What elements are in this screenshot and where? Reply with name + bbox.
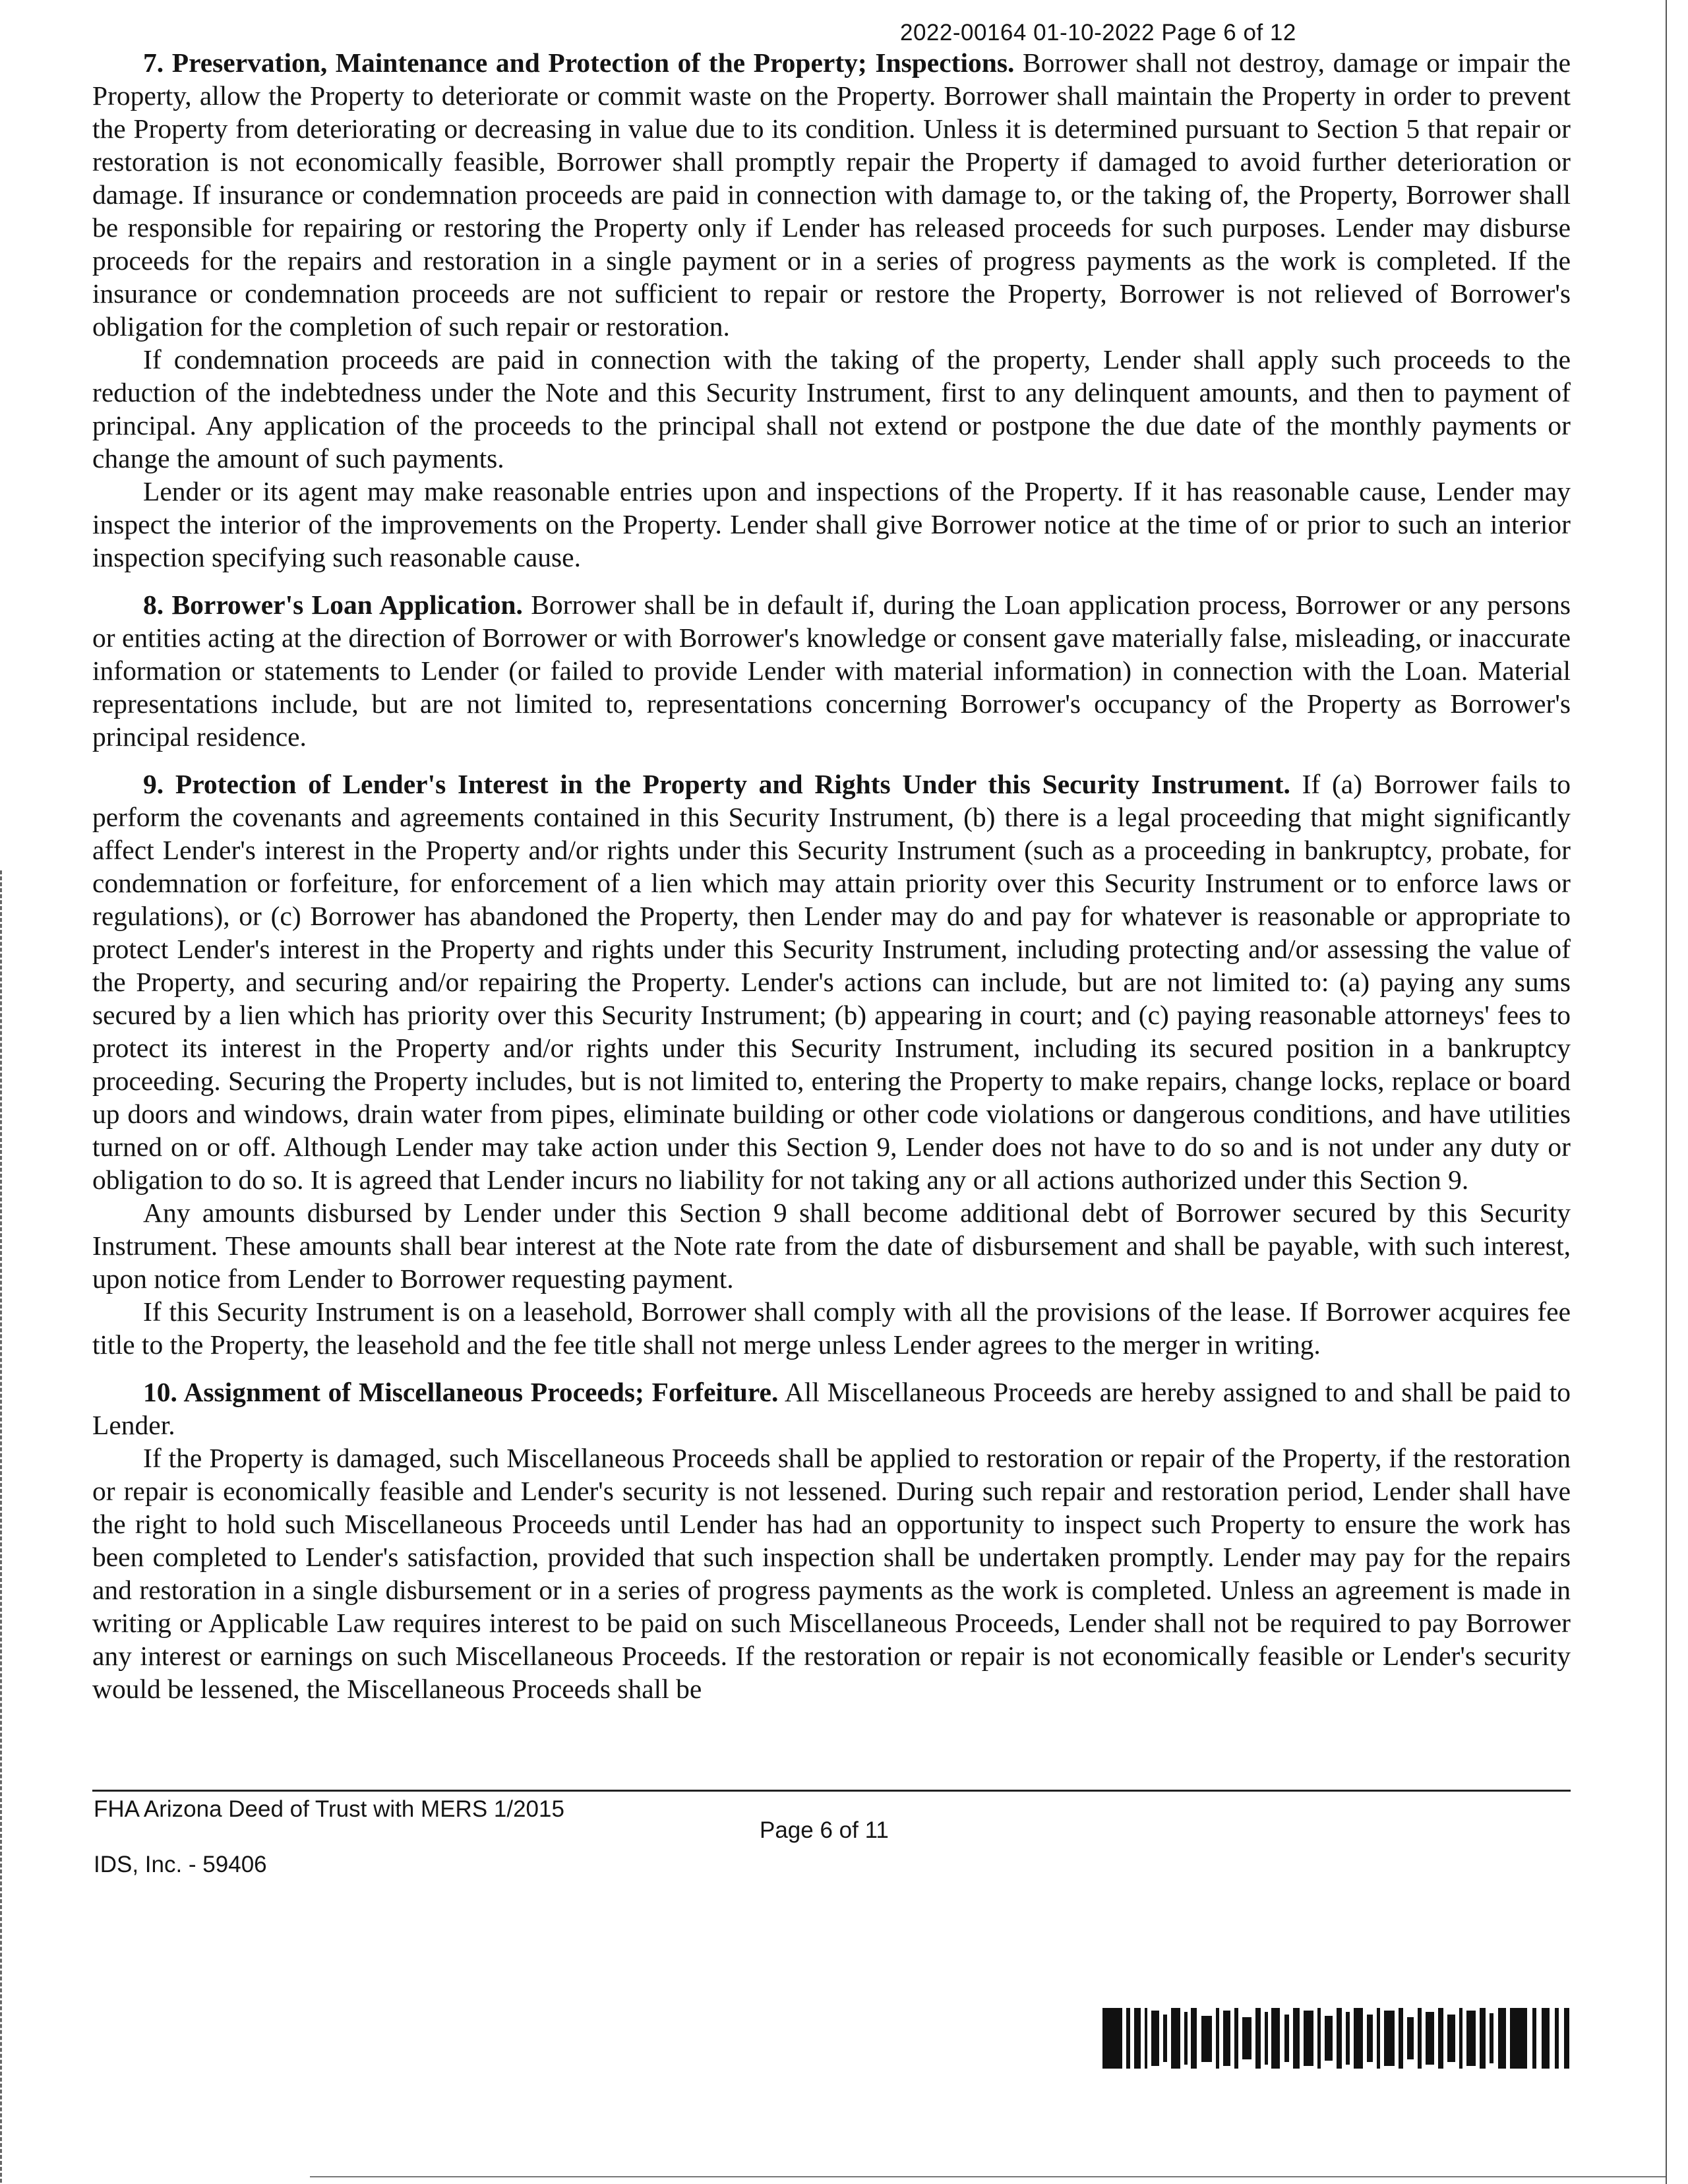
footer-divider (92, 1790, 1571, 1792)
section-7-paragraph (92, 46, 1571, 343)
section-10-subparagraph: If the Property is damaged, such Miscellaneous Proceeds shall be applied to restoration or repair of the Property, if the restoration or repair is economically feasible and Lender's security is not lessened. During such repair and restoration period, Lender shall have the right to hold such Miscellaneous Proceeds until Lender has had an opportunity to inspect such Property to ensure the work has been completed to Lender's satisfaction, provided that such inspection shall be undertaken promptly. Lender may pay for the repairs and restoration in a single disbursement or in a series of progress payments as the work is completed. Unless an agreement is made in writing or Applicable Law requires interest to be paid on such Miscellaneous Proceeds, Lender shall not be required to pay Borrower any interest or earnings on such Miscellaneous Proceeds. If the restoration or repair is not economically feasible or Lender's security would be lessened, the Miscellaneous Proceeds shall be (92, 1443, 1571, 1704)
footer-vendor: IDS, Inc. - 59406 (94, 1852, 267, 1877)
section-9-subparagraph: If this Security Instrument is on a leasehold, Borrower shall comply with all the provisions of the lease. If Borrower acquires fee title to the Property, the leasehold and the fee title shall not merge unless Lender agrees to the merger in writing. (92, 1296, 1571, 1360)
footer-page-number: Page 6 of 11 (760, 1817, 889, 1843)
section-7-text: Borrower shall not destroy, damage or impair the Property, allow the Property to deteriorate or commit waste on the Property. Borrower shall maintain the Property in order to prevent the Property from deteriorating or decreasing in value due to its condition. Unless it is determined pursuant to Section 5 that repair or restoration is not economically feasible, Borrower shall promptly repair the Property if damaged to avoid further deterioration or damage. If insurance or condemnation proceeds are paid in connection with damage to, or the taking of, the Property, Borrower shall be responsible for repairing or restoring the Property only if Lender has released proceeds for such purposes. Lender may disburse proceeds for the repairs and restoration in a single payment or in a series of progress payments as the work is completed. If the insurance or condemnation proceeds are not sufficient to repair or restore the Property, Borrower is not relieved of Borrower's obligation for the completion of such repair or restoration. (92, 47, 1571, 342)
section-7-heading: 7. Preservation, Maintenance and Protection of the Property; Inspections. (143, 47, 1015, 78)
section-9-heading: 9. Protection of Lender's Interest in the Property and Rights Under this Security Instrument. (143, 769, 1290, 799)
section-8-paragraph (92, 588, 1571, 753)
page-left-scan-edge (0, 870, 2, 2183)
section-9-subparagraph: Any amounts disbursed by Lender under this Section 9 shall become additional debt of Borrower secured by this Security Instrument. These amounts shall bear interest at the Note rate from the date of disbursement and shall be payable, with such interest, upon notice from Lender to Borrower requesting payment. (92, 1198, 1571, 1294)
section-9-text: If (a) Borrower fails to perform the covenants and agreements contained in this Security Instrument, (b) there is a legal proceeding that might significantly affect Lender's interest in the Property and/or rights under this Security Instrument (such as a proceeding in bankruptcy, probate, for condemnation or forfeiture, for enforcement of a lien which may attain priority over this Security Instrument or to enforce laws or regulations), or (c) Borrower has abandoned the Property, then Lender may do and pay for whatever is reasonable or appropriate to protect Lender's interest in the Property and rights under this Security Instrument, including protecting and/or assessing the value of the Property, and securing and/or repairing the Property. Lender's actions can include, but are not limited to: (a) paying any sums secured by a lien which has priority over this Security Instrument; (b) appearing in court; and (c) paying reasonable attorneys' fees to protect its interest in the Property and/or rights under this Security Instrument, including its secured position in a bankruptcy proceeding. Securing the Property includes, but is not limited to, entering the Property to make repairs, change locks, replace or board up doors and windows, drain water from pipes, eliminate building or other code violations or dangerous conditions, and have utilities turned on or off. Although Lender may take action under this Section 9, Lender does not have to do so and is not under any duty or obligation to do so. It is agreed that Lender incurs no liability for not taking any or all actions authorized under this Section 9. (92, 769, 1571, 1195)
document-body (92, 46, 1571, 1705)
section-10-text: All Miscellaneous Proceeds are hereby assigned to and shall be paid to Lender. (92, 1377, 1571, 1440)
page-right-border (1666, 0, 1667, 2184)
footer-form-name: FHA Arizona Deed of Trust with MERS 1/2015 (94, 1796, 564, 1822)
section-8-heading: 8. Borrower's Loan Application. (143, 590, 523, 620)
section-7-subparagraph: Lender or its agent may make reasonable entries upon and inspections of the Property. If it has reasonable cause, Lender may inspect the interior of the improvements on the Property. Lender shall give Borrower notice at the time of or prior to such an interior inspection specifying such reasonable cause. (92, 476, 1571, 572)
section-9-paragraph (92, 768, 1571, 1196)
section-10-heading: 10. Assignment of Miscellaneous Proceeds; Forfeiture. (143, 1377, 779, 1407)
section-8-text: Borrower shall be in default if, during the Loan application process, Borrower or any persons or entities acting at the direction of Borrower or with Borrower's knowledge or consent gave materially false, misleading, or inaccurate information or statements to Lender (or failed to provide Lender with material information) in connection with the Loan. Material representations include, but are not limited to, representations concerning Borrower's occupancy of the Property as Borrower's principal residence. (92, 590, 1571, 752)
barcode-icon (1102, 2008, 1572, 2069)
section-10-paragraph (92, 1376, 1571, 1441)
page-bottom-border (310, 2176, 1666, 2177)
recording-stamp: 2022-00164 01-10-2022 Page 6 of 12 (900, 20, 1296, 46)
section-7-subparagraph: If condemnation proceeds are paid in connection with the taking of the property, Lender shall apply such proceeds to the reduction of the indebtedness under the Note and this Security Instrument, first to any delinquent amounts, and then to payment of principal. Any application of the proceeds to the principal shall not extend or postpone the due date of the monthly payments or change the amount of such payments. (92, 344, 1571, 473)
